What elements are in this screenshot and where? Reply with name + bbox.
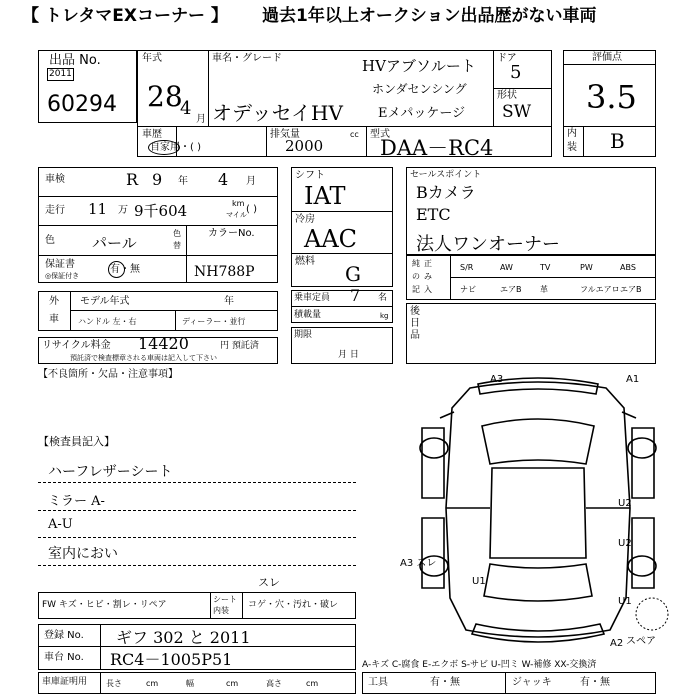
cert-field: 長さ (106, 679, 122, 688)
import-year-unit: 年 (224, 296, 234, 307)
cert-field: 幅 (186, 679, 194, 688)
warranty-note: ◎保証付き (45, 272, 80, 280)
option-row1-item: TV (540, 263, 551, 272)
chassis-label: 車台 No. (44, 652, 84, 663)
use-label: 車歴 (142, 129, 162, 140)
option-row2-item: ナビ (460, 285, 476, 294)
inspector-note-4: 室内におい (48, 546, 118, 562)
selling-point-3: 法人ワンオーナー (416, 234, 560, 255)
color-no-label: カラーNo. (208, 228, 255, 239)
shaken-month-unit: 月 (246, 176, 256, 187)
header-bar (0, 0, 700, 33)
cert-label: 車庫証明用 (42, 677, 88, 687)
spare-tire (636, 598, 668, 630)
cert-field: cm (226, 679, 239, 688)
import-dealer: ディーラー・並行 (182, 317, 246, 326)
tools-label: 工具 (368, 677, 388, 688)
car-damage-diagram (400, 368, 676, 658)
warranty-label: 保証書 (45, 259, 75, 270)
reg-value: ギフ 302 と 2011 (116, 628, 251, 647)
use-circle (148, 140, 180, 155)
shift-label: シフト (295, 170, 325, 181)
interior-value: B (610, 129, 625, 153)
capacity-label: 乗車定員 (294, 293, 331, 303)
fuel-label: 燃料 (295, 256, 315, 267)
shaken-label: 車検 (45, 174, 65, 185)
recycle-status: 円 預託済 (220, 341, 259, 351)
model-value: DAA－RC4 (380, 136, 494, 160)
car-name: オデッセイHV (212, 101, 343, 125)
doors-label: ドア (497, 53, 517, 64)
capacity-value: 7 (350, 286, 361, 305)
inspector-scratch-note: スレ (258, 576, 280, 589)
load-label: 積載量 (294, 310, 322, 320)
option-row2-item: エアB (620, 285, 642, 294)
damage-mark: U1 (472, 576, 486, 587)
color-value: パール (92, 234, 137, 252)
year-value: 28 (147, 80, 183, 113)
body-value: SW (502, 102, 532, 122)
shaken-year-unit: 年 (178, 176, 188, 187)
import-handle: ハンドル 左・右 (78, 317, 137, 326)
shaken-year: 9 (152, 170, 163, 189)
ac-value: AAC (304, 225, 358, 253)
grade-line-2: ホンダセンシング (372, 82, 467, 96)
color-side-1: 色 (173, 229, 181, 238)
inspector-label: 【検査員記入】 (38, 435, 115, 448)
later-label-2: 日 (410, 318, 420, 329)
jack-value: 有・無 (580, 677, 610, 688)
options-label-char: 記 (412, 285, 420, 294)
mile-unit: マイル (226, 211, 247, 219)
damage-mark: U1 (618, 596, 632, 607)
chassis-value: RC4－1005P51 (110, 650, 233, 669)
cert-field: cm (306, 679, 319, 688)
ac-label: 冷房 (295, 214, 315, 225)
defects-label: 【不良箇所・欠品・注意事項】 (38, 369, 178, 380)
option-row2-item: エアB (500, 285, 522, 294)
options-label-char: の (412, 272, 420, 281)
cert-field: 高さ (266, 679, 282, 688)
fuel-value: G (345, 262, 361, 286)
option-row1-item: PW (580, 263, 593, 272)
inspector-note-2: ミラー A- (48, 494, 105, 509)
damage-mark: U2 (618, 538, 632, 549)
km-unit: km (232, 199, 245, 208)
lot-year-stamp: 2011 (49, 69, 72, 79)
later-label-1: 後 (410, 306, 420, 317)
deadline-unit: 月 日 (338, 350, 359, 360)
seat-label-1: シート (213, 595, 237, 604)
cc-unit: cc (350, 130, 359, 139)
mileage-paren: ( ) (246, 204, 257, 215)
selling-points-label: セールスポイント (410, 170, 482, 180)
import-label-1: 外 (49, 296, 59, 307)
grade-line-3: Eメパッケージ (378, 106, 466, 121)
capacity-unit: 名 (378, 293, 388, 303)
seat-label-2: 内装 (213, 606, 229, 615)
options-label-char: 正 (424, 259, 432, 268)
seat-text: コゲ・穴・汚れ・破レ (248, 600, 339, 610)
damage-legend: A-キズ C-腐食 E-エクボ S-サビ U-凹ミ W-補修 XX-交換済 (362, 660, 597, 670)
damage-mark: A3 スレ (400, 558, 437, 569)
interior-label-2: 装 (567, 142, 577, 153)
options-label-char: 入 (424, 285, 432, 294)
option-row1-item: ABS (620, 263, 636, 272)
damage-mark: A2 (610, 638, 624, 649)
import-model-year: モデル年式 (80, 296, 130, 307)
selling-point-1: Bカメラ (416, 183, 476, 202)
jack-label: ジャッキ (512, 677, 552, 688)
cert-field: cm (146, 679, 159, 688)
header-left-title: 【 トレタマEXコーナー 】 (22, 6, 228, 26)
option-row2-item: フルエアロ (580, 285, 620, 294)
option-row2-item: 革 (540, 285, 548, 294)
inspector-note-3: A-U (48, 517, 73, 532)
option-row1-item: AW (500, 263, 513, 272)
grade-line-1: HVアブソルート (362, 57, 476, 75)
color-label: 色 (45, 235, 55, 246)
recycle-value: 14420 (138, 334, 189, 353)
use-value: 自家用・( ) (150, 142, 201, 153)
shaken-era: R (126, 170, 139, 189)
spare-label: スペア (626, 636, 656, 647)
man-unit: 万 (118, 205, 128, 216)
fw-text: FW キズ・ヒビ・割レ・リペア (42, 600, 167, 610)
tools-jack-box (362, 672, 656, 694)
model-label: 型式 (370, 129, 390, 140)
color-side-2: 替 (173, 241, 181, 250)
warranty-circle (108, 261, 125, 278)
warranty-value: 有・無 (110, 264, 140, 275)
month-value: 4 (180, 98, 192, 119)
mileage-rest: 9千604 (134, 202, 188, 220)
displacement-label: 排気量 (270, 129, 300, 140)
damage-mark: A1 (626, 374, 640, 385)
damage-mark: U2 (618, 498, 632, 509)
lot-box (38, 50, 137, 123)
lot-number: 60294 (47, 92, 117, 117)
deadline-label: 期限 (294, 330, 313, 340)
score-value: 3.5 (586, 78, 637, 116)
damage-mark: A3 (490, 374, 504, 385)
color-no-value: NH788P (194, 264, 255, 280)
selling-point-2: ETC (416, 205, 451, 224)
lot-label: 出品 No. (49, 53, 101, 68)
import-label-2: 車 (49, 314, 59, 325)
mileage-man: 11 (88, 200, 108, 218)
options-label-char: 純 (412, 259, 420, 268)
mileage-label: 走行 (45, 205, 65, 216)
recycle-note: 預託済で検査標章される車両は記入して下さい (70, 354, 217, 362)
shaken-month: 4 (218, 170, 229, 189)
name-label: 車名・グレード (212, 53, 282, 64)
month-unit: 月 (196, 114, 206, 125)
recycle-label: リサイクル料金 (42, 340, 111, 351)
score-label: 評価点 (592, 52, 622, 63)
options-label-char: み (424, 272, 432, 281)
tools-value: 有・無 (430, 677, 460, 688)
later-items-box (406, 303, 656, 364)
shift-value: IAT (304, 182, 346, 210)
header-right-title: 過去1年以上オークション出品歴がない車両 (262, 6, 597, 26)
year-label: 年式 (142, 53, 162, 64)
doors-value: 5 (510, 62, 522, 83)
option-row1-item: S/R (460, 263, 474, 272)
reg-label: 登録 No. (44, 630, 84, 641)
load-unit: kg (380, 312, 389, 320)
inspector-note-1: ハーフレザーシート (48, 464, 173, 480)
displacement-value: 2000 (285, 137, 324, 155)
later-label-3: 品 (410, 330, 420, 341)
interior-label-1: 内 (567, 128, 577, 139)
body-label: 形状 (497, 90, 517, 101)
